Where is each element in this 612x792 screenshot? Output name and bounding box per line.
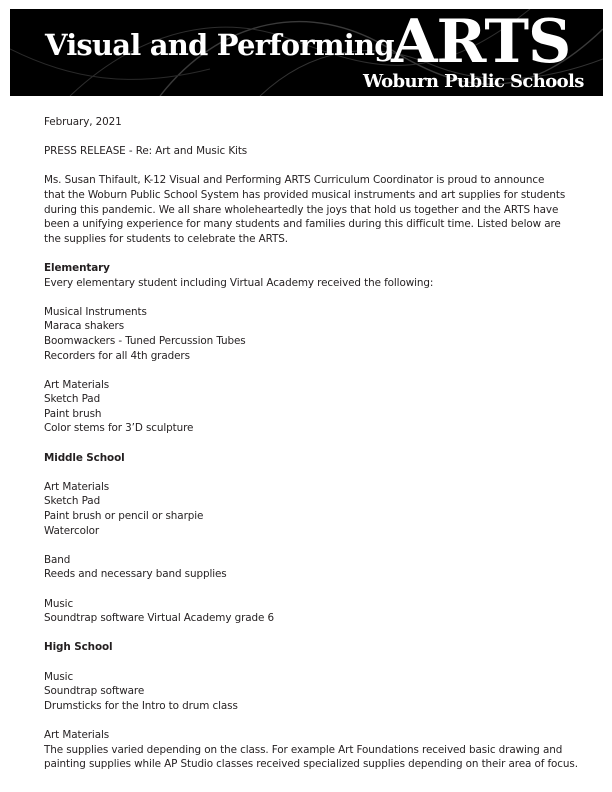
- intro-line: been a unifying experience for many students and families during this difficult time. Listed below are: [44, 218, 561, 231]
- elementary-art-heading: Art Materials: [44, 378, 110, 391]
- middle-art-heading: Art Materials: [44, 480, 110, 493]
- elementary-music-heading: Musical Instruments: [44, 305, 147, 318]
- banner-arts: ARTS: [391, 9, 571, 77]
- list-item: Sketch Pad: [44, 495, 101, 508]
- intro-line: that the Woburn Public School System has provided musical instruments and art supplies for students: [44, 188, 566, 201]
- banner-subtitle: Woburn Public Schools: [363, 71, 584, 92]
- middle-music-heading: Music: [44, 597, 74, 610]
- high-art-heading: Art Materials: [44, 728, 110, 741]
- list-item: Color stems for 3’D sculpture: [44, 422, 194, 435]
- list-item: Reeds and necessary band supplies: [44, 568, 227, 581]
- header-banner: [10, 9, 603, 96]
- elementary-lead: Every elementary student including Virtual Academy received the following:: [44, 276, 434, 289]
- middle-band-heading: Band: [44, 553, 71, 566]
- list-item: Drumsticks for the Intro to drum class: [44, 699, 238, 712]
- list-item: Soundtrap software: [44, 685, 145, 698]
- list-item: Recorders for all 4th graders: [44, 349, 190, 362]
- elementary-heading: Elementary: [44, 261, 110, 274]
- banner-title: Visual and Performing: [45, 28, 394, 62]
- high-school-heading: High School: [44, 641, 113, 654]
- press-release-body: [44, 115, 584, 772]
- intro-line: Ms. Susan Thifault, K-12 Visual and Performing ARTS Curriculum Coordinator is proud to announce: [44, 174, 545, 187]
- press-release-title: PRESS RELEASE - Re: Art and Music Kits: [44, 145, 248, 158]
- high-art-text: painting supplies while AP Studio classes received specialized supplies depending on their area of focus.: [44, 758, 578, 771]
- list-item: Paint brush or pencil or sharpie: [44, 510, 204, 523]
- date-line: February, 2021: [44, 116, 122, 128]
- middle-school-heading: Middle School: [44, 451, 125, 464]
- list-item: Paint brush: [44, 407, 102, 420]
- intro-line: during this pandemic. We all share wholeheartedly the joys that hold us together and the ARTS have: [44, 203, 559, 216]
- list-item: Maraca shakers: [44, 320, 125, 333]
- intro-line: the supplies for students to celebrate the ARTS.: [44, 232, 288, 245]
- high-art-text: The supplies varied depending on the class. For example Art Foundations received basic drawing and: [44, 743, 563, 756]
- list-item: Sketch Pad: [44, 393, 101, 406]
- list-item: Watercolor: [44, 524, 100, 537]
- list-item: Boomwackers - Tuned Percussion Tubes: [44, 334, 246, 347]
- list-item: Soundtrap software Virtual Academy grade 6: [44, 612, 275, 625]
- high-music-heading: Music: [44, 670, 74, 683]
